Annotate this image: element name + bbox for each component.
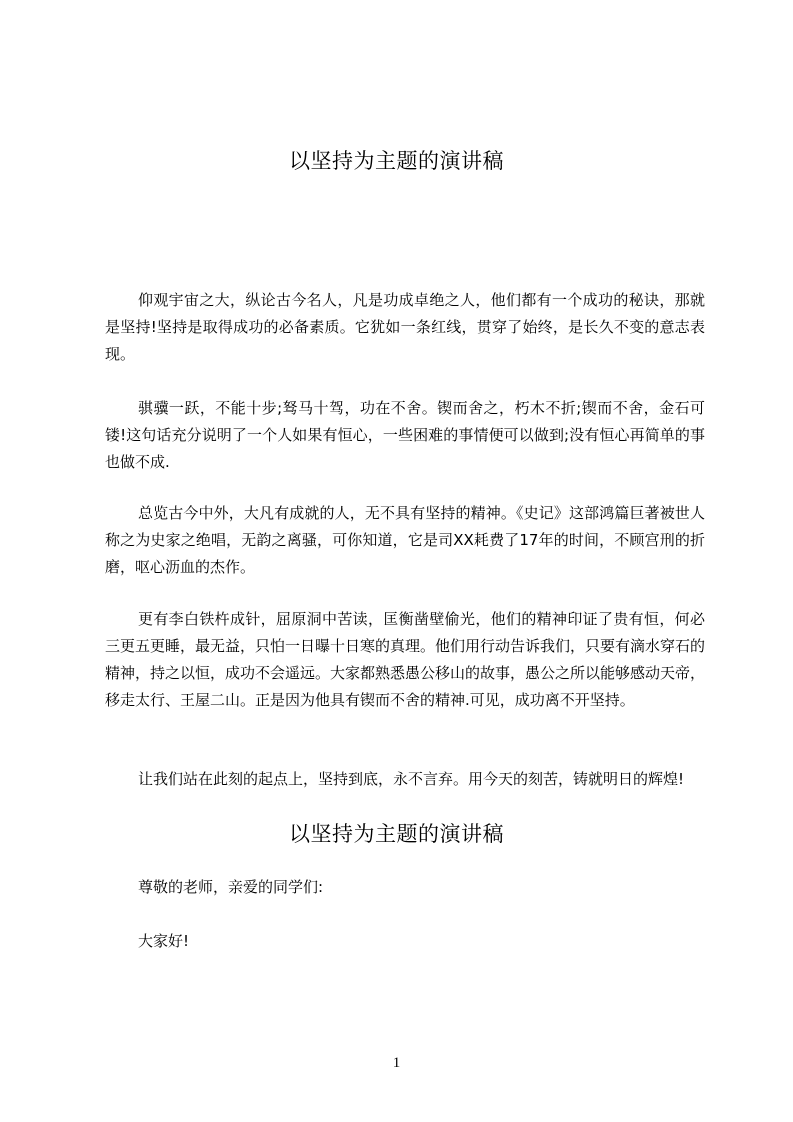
document-title: 以坚持为主题的演讲稿	[289, 149, 504, 173]
second-title: 以坚持为主题的演讲稿	[289, 822, 504, 846]
paragraph-2: 骐骥一跃，不能十步;驽马十驾，功在不舍。锲而舍之，朽木不折;锲而不舍，金石可镂!这句话充分说明了一个人如果有恒心，一些困难的事情便可以做到;没有恒心再简单的事也做不成.	[105, 399, 705, 471]
paragraph-4: 更有李白铁杵成针，屈原洞中苦读，匡衡凿壁偷光，他们的精神印证了贵有恒，何必三更五更睡，最无益，只怕一日曝十日寒的真理。他们用行动告诉我们，只要有滴水穿石的精神，持之以恒，成功不会遥远。大家都熟悉愚公移山的故事，愚公之所以能够感动天帝，移走太行、王屋二山。正是因为他具有锲而不舍的精神.可见，成功离不开坚持。	[105, 610, 706, 709]
salutation: 尊敬的老师，亲爱的同学们:	[138, 878, 324, 896]
paragraph-3: 总览古今中外，大凡有成就的人，无不具有坚持的精神。《史记》这部鸿篇巨著被世人称之为史家之绝唱，无韵之离骚，可你知道，它是司XX耗费了17年的时间，不顾宫刑的折磨，呕心沥血的杰作。	[105, 504, 705, 576]
page-number: 1	[392, 1055, 401, 1071]
paragraph-5: 让我们站在此刻的起点上，坚持到底，永不言弃。用今天的刻苦，铸就明日的辉煌!	[138, 770, 685, 788]
greeting: 大家好!	[138, 932, 190, 950]
paragraph-1: 仰观宇宙之大，纵论古今名人，凡是功成卓绝之人，他们都有一个成功的秘诀，那就是坚持!坚持是取得成功的必备素质。它犹如一条红线，贯穿了始终，是长久不变的意志表现。	[105, 291, 705, 363]
